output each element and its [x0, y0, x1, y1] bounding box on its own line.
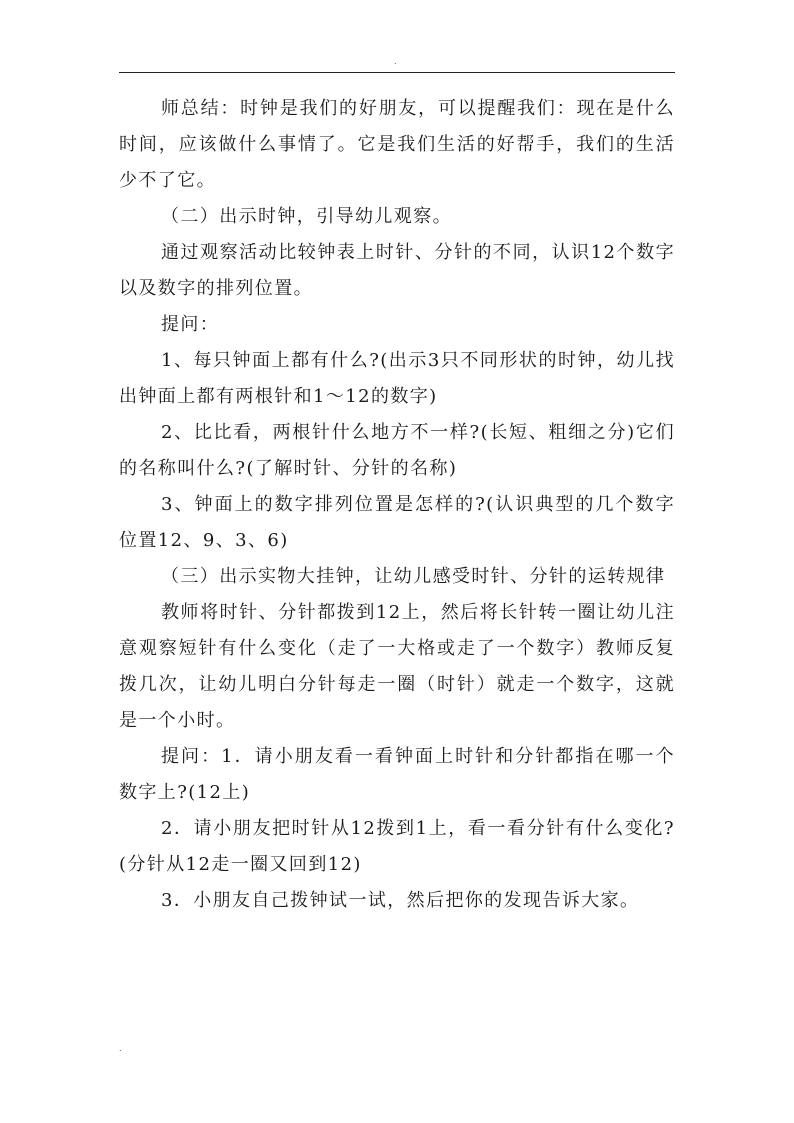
paragraph-question-label: 提问： [161, 314, 220, 335]
paragraph-teacher-demo: 教师将时针、分针都拨到12上，然后将长针转一圈让幼儿注意观察短针有什么变化（走了一大格或走了一个数字）教师反复拨几次，让幼儿明白分针每走一圈（时针）就走一个数字，这就是一个小时。 [119, 602, 675, 731]
paragraph-ask-1: 提问：1．请小朋友看一看钟面上时针和分针都指在哪一个数字上?(12上) [119, 746, 675, 803]
paragraph-observe: 通过观察活动比较钟表上时针、分针的不同，认识12个数字以及数字的排列位置。 [119, 242, 675, 299]
document-body [119, 91, 675, 919]
paragraph-summary: 师总结：时钟是我们的好朋友，可以提醒我们：现在是什么时间，应该做什么事情了。它是我们生活的好帮手，我们的生活少不了它。 [119, 98, 675, 191]
paragraph-ask-2: 2．请小朋友把时针从12拨到1上，看一看分针有什么变化?(分针从12走一圈又回到12) [119, 818, 675, 875]
paragraph-ask-3: 3．小朋友自己拨钟试一试，然后把你的发现告诉大家。 [161, 890, 640, 911]
header-dot: . [394, 57, 397, 66]
footer-dot: . [119, 1044, 122, 1053]
section-heading-3: （三）出示实物大挂钟，让幼儿感受时针、分针的运转规律 [161, 566, 666, 587]
paragraph-question-1: 1、每只钟面上都有什么?(出示3只不同形状的时钟，幼儿找出钟面上都有两根针和1～12的数字) [119, 350, 675, 407]
section-heading-2: （二）出示时钟，引导幼儿观察。 [161, 206, 452, 227]
header-rule [119, 72, 675, 73]
paragraph-question-2: 2、比比看，两根针什么地方不一样?(长短、粗细之分)它们的名称叫什么?(了解时针、分针的名称) [119, 422, 675, 479]
paragraph-question-3: 3、钟面上的数字排列位置是怎样的?(认识典型的几个数字位置12、9、3、6) [119, 494, 675, 551]
